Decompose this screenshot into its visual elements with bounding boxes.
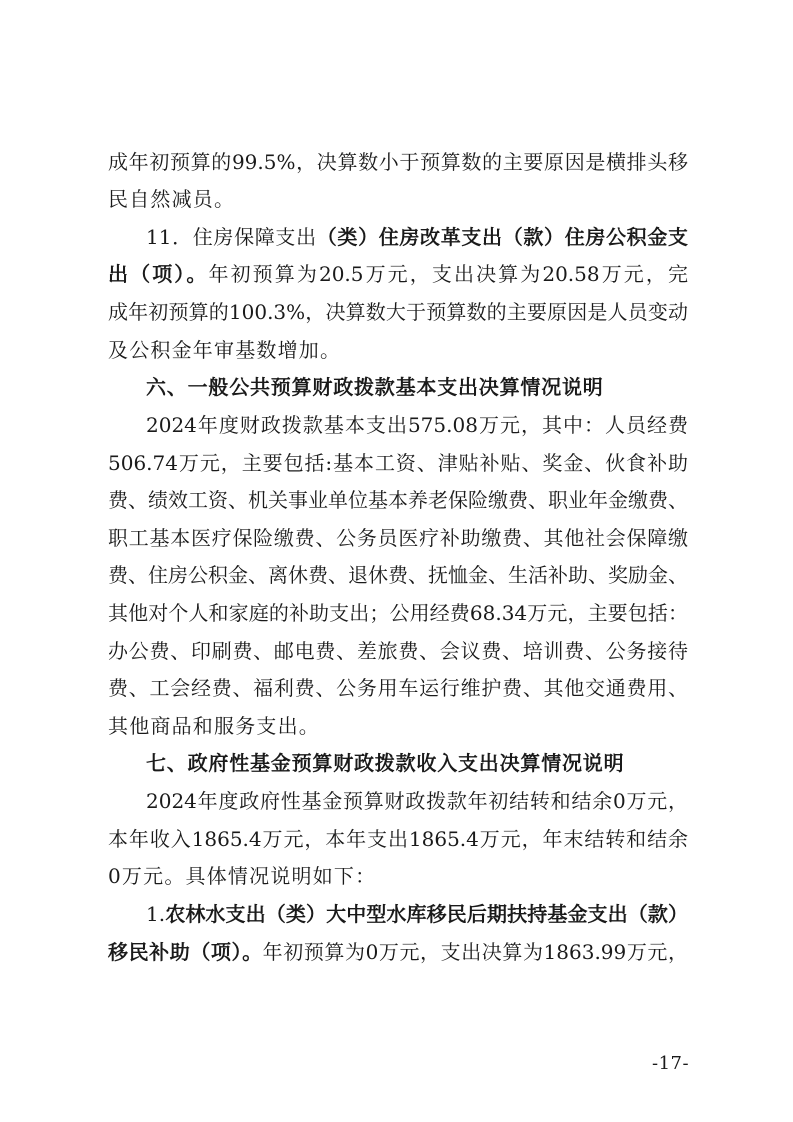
item-11-heading-line <box>146 225 688 249</box>
paragraph-line: 其他对个人和家庭的补助支出；公用经费68.34万元，主要包括： <box>108 601 688 625</box>
paragraph-text: 年初预算为20.5万元，支出决算为20.58万元，完 <box>208 262 688 286</box>
paragraph-line: 费、绩效工资、机关事业单位基本养老保险缴费、职业年金缴费、 <box>108 488 688 512</box>
paragraph-line: 本年收入1865.4万元，本年支出1865.4万元，年末结转和结余 <box>108 827 688 851</box>
bold-heading: 农林水支出（类）大中型水库移民后期扶持基金支出（款） <box>165 902 688 926</box>
paragraph-line: 及公积金年审基数增加。 <box>108 338 342 362</box>
bold-heading: 移民补助（项）。 <box>108 940 263 964</box>
paragraph-line: 费、工会经费、福利费、公务用车运行维护费、其他交通费用、 <box>108 676 688 700</box>
section-heading-6: 六、一般公共预算财政拨款基本支出决算情况说明 <box>146 375 604 399</box>
paragraph-line: 0万元。具体情况说明如下： <box>108 864 377 888</box>
item-1-heading-line <box>108 940 688 964</box>
page-number: -17- <box>652 1053 690 1074</box>
paragraph-line: 办公费、印刷费、邮电费、差旅费、会议费、培训费、公务接待 <box>108 639 688 663</box>
paragraph-line: 2024年度政府性基金预算财政拨款年初结转和结余0万元， <box>146 789 688 813</box>
paragraph-line: 其他商品和服务支出。 <box>108 714 320 738</box>
bold-heading: 出（项）。 <box>108 262 209 286</box>
paragraph-line: 职工基本医疗保险缴费、公务员医疗补助缴费、其他社会保障缴 <box>108 526 688 550</box>
bold-heading: （类）住房改革支出（款）住房公积金支 <box>316 225 689 249</box>
section-heading-7: 七、政府性基金预算财政拨款收入支出决算情况说明 <box>146 751 625 775</box>
item-11-heading-line <box>108 262 688 286</box>
paragraph-line: 506.74万元，主要包括:基本工资、津贴补贴、奖金、伙食补助 <box>108 451 688 475</box>
paragraph-line: 费、住房公积金、离休费、退休费、抚恤金、生活补助、奖励金、 <box>108 563 688 587</box>
paragraph-text: 年初预算为0万元，支出决算为1863.99万元， <box>262 940 689 964</box>
paragraph-line: 民自然减员。 <box>108 187 236 211</box>
item-1-heading-line <box>146 902 688 926</box>
paragraph-line: 成年初预算的100.3%，决算数大于预算数的主要原因是人员变动 <box>108 300 688 324</box>
item-number: 11．住房保障支出 <box>146 225 317 249</box>
paragraph-line: 成年初预算的99.5%，决算数小于预算数的主要原因是横排头移 <box>108 150 688 174</box>
paragraph-line: 2024年度财政拨款基本支出575.08万元，其中：人员经费 <box>146 413 688 437</box>
item-number: 1. <box>146 902 166 926</box>
